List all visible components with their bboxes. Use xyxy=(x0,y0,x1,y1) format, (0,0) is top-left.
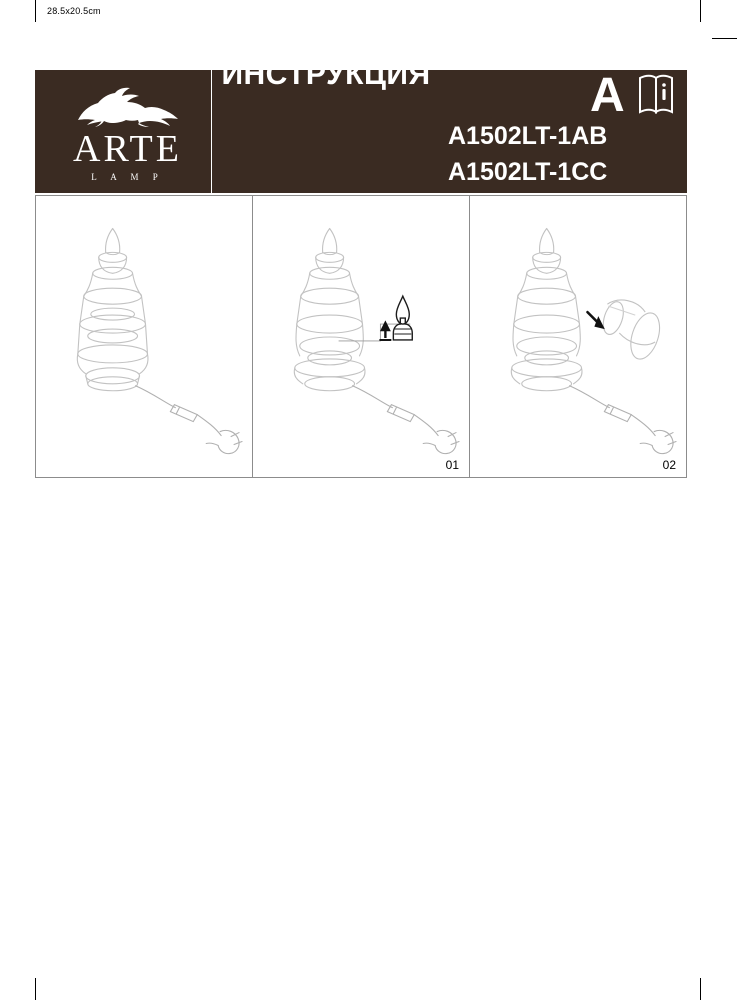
sheet-letter: A xyxy=(590,69,625,122)
insert-arrow-icon xyxy=(379,323,391,340)
crop-mark-bottom-left xyxy=(35,978,36,1000)
panel-step-02 xyxy=(469,196,686,477)
title-english: ASSEMBLY INSTRUCTION xyxy=(203,24,449,45)
sheet-size-label: 28.5x20.5cm xyxy=(47,6,101,16)
lamp-overview-illustration xyxy=(36,196,252,477)
brand-logo xyxy=(45,76,210,188)
shade-attachment-illustration xyxy=(470,196,686,477)
instruction-panels xyxy=(35,195,687,478)
candle-bulb-icon xyxy=(393,296,412,340)
detached-shade xyxy=(600,299,665,362)
crop-mark-top-right xyxy=(700,0,701,22)
model-code-secondary: A1502LT-1CC xyxy=(448,158,608,186)
brand-wordmark: ARTE xyxy=(73,128,182,170)
title-russian: ИНСТРУКЦИЯ xyxy=(221,58,431,91)
panel-number-step-01: 01 xyxy=(445,458,459,472)
panel-step-01 xyxy=(252,196,469,477)
bulb-insertion-illustration xyxy=(253,196,469,477)
griffin-logo-icon xyxy=(68,82,188,128)
panel-overview xyxy=(36,196,252,477)
attach-arrow-icon xyxy=(587,312,603,328)
crop-mark-bottom-right xyxy=(700,978,701,1000)
brand-subtitle: L A M P xyxy=(91,172,164,182)
crop-mark-top-left xyxy=(35,0,36,22)
crop-mark-left-edge xyxy=(712,38,737,39)
model-code-primary: A1502LT-1AB xyxy=(448,122,608,150)
panel-number-step-02: 02 xyxy=(662,458,676,472)
instruction-booklet-icon xyxy=(637,72,675,116)
